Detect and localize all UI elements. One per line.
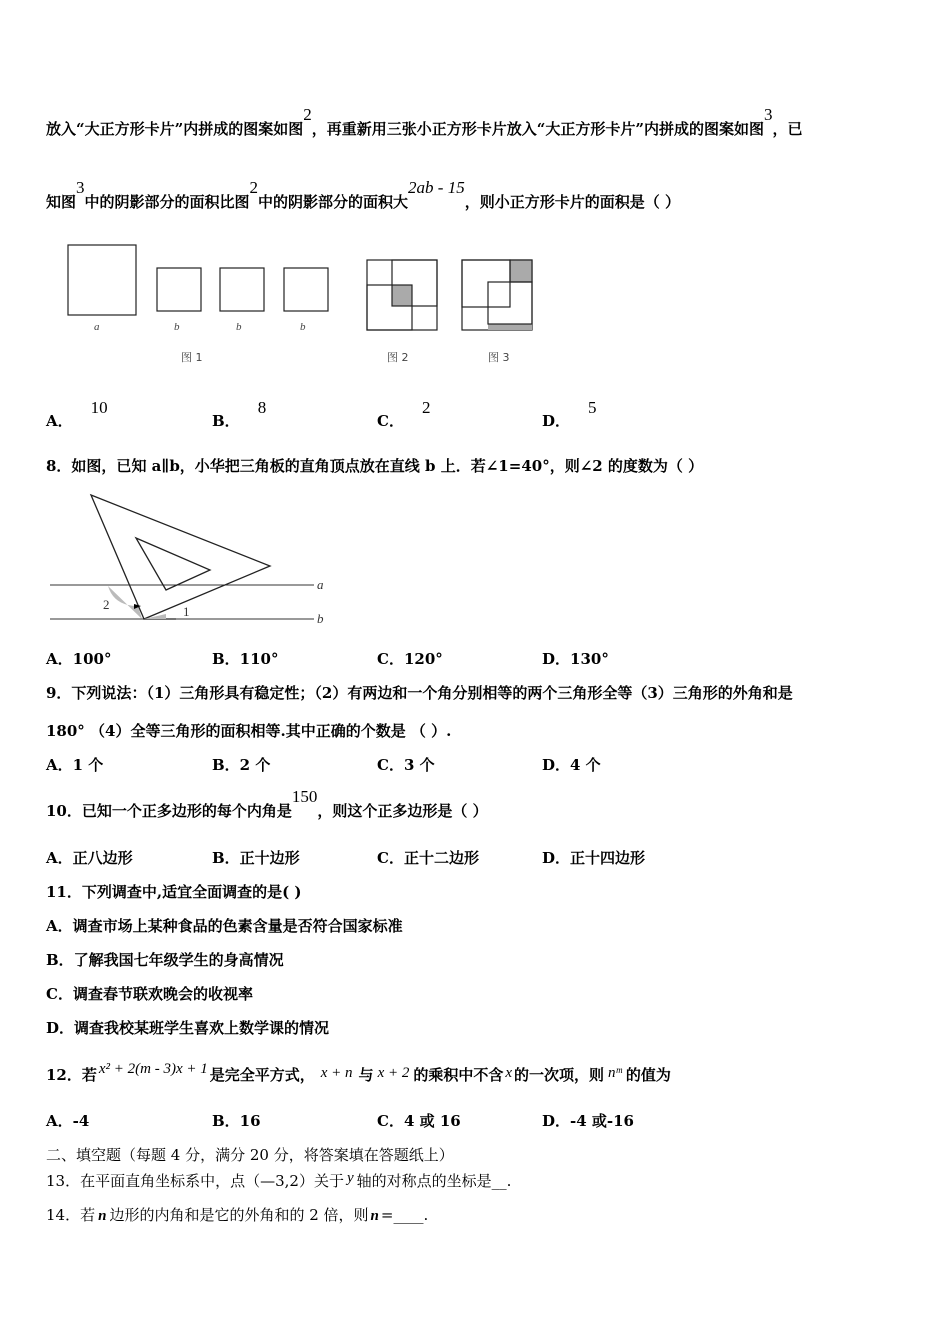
q7-text: 中的阴影部分的面积大: [258, 193, 409, 211]
caption-a: a: [94, 321, 100, 333]
q8-option-c[interactable]: C．120°: [377, 650, 443, 668]
q9-option-b[interactable]: B．2 个: [212, 756, 271, 774]
fig3-square1: [462, 260, 510, 307]
option-value: 2: [421, 398, 431, 417]
q12-option-b[interactable]: B．16: [212, 1112, 261, 1130]
q7-option-a[interactable]: [46, 398, 108, 431]
q11-stem: 11．下列调查中,适宜全面调查的是( ): [46, 883, 302, 901]
q14-text: 边形的内角和是它的外角和的 2 倍，则: [109, 1206, 369, 1224]
option-letter: C．: [377, 412, 404, 430]
q7-line1: [46, 105, 803, 139]
q7-text: 中的阴影部分的面积比图: [84, 193, 250, 211]
q12-expression: x + n: [320, 1065, 353, 1081]
q13-text: 轴的对称点的坐标是__.: [356, 1172, 512, 1190]
q7-text: ，则小正方形卡片的面积是（ ）: [464, 193, 680, 211]
q9-line1: 9．下列说法：（1）三角形具有稳定性；（2）有两边和一个角分别相等的两个三角形全等（3）三角形的外角和是: [46, 684, 793, 702]
label-b: b: [317, 611, 324, 626]
q14-variable: n: [98, 1208, 107, 1224]
q12-text: 的值为: [625, 1066, 671, 1084]
q10-angle: 150: [291, 787, 318, 806]
q7-text: ，再重新用三张小正方形卡片放入“大正方形卡片”内拼成的图案如图: [311, 120, 765, 138]
q7-text: 知图: [46, 193, 77, 211]
q10-option-c[interactable]: C．正十二边形: [377, 849, 479, 867]
q12-text: 与: [358, 1066, 374, 1084]
q7-text: ，已: [772, 120, 803, 138]
q12-option-a[interactable]: A．-4: [46, 1112, 90, 1130]
q8-option-b[interactable]: B．110°: [212, 650, 279, 668]
q7-fig-ref: 3: [76, 178, 85, 197]
q7-line2: [46, 178, 680, 212]
q14-variable: n: [370, 1208, 379, 1224]
q8-figure: [46, 488, 346, 628]
q8-option-a[interactable]: A．100°: [46, 650, 112, 668]
q12-text: 是完全平方式，: [209, 1066, 315, 1084]
q7-fig-ref: 2: [303, 105, 312, 124]
q12-text: 的乘积中不含: [413, 1066, 504, 1084]
q7-text: 放入“大正方形卡片”内拼成的图案如图: [46, 120, 304, 138]
q12-text: 12．若: [46, 1066, 97, 1084]
q7-expression: 2ab - 15: [408, 178, 465, 197]
q11-option-d[interactable]: D．调查我校某班学生喜欢上数学课的情况: [46, 1019, 330, 1037]
fig3-label: 图 3: [488, 351, 510, 364]
option-value: 10: [90, 398, 108, 417]
q14-text: 14．若: [46, 1206, 96, 1224]
square-b2: [220, 268, 264, 311]
section-title: 二、填空题（每题 4 分，满分 20 分，将答案填在答题纸上）: [46, 1146, 454, 1164]
option-letter: A．: [46, 412, 73, 430]
q12-option-c[interactable]: C．4 或 16: [377, 1112, 461, 1130]
square-b1: [157, 268, 201, 311]
q7-option-c[interactable]: [377, 398, 431, 431]
q14-stem: [46, 1204, 428, 1225]
q8-stem: 8．如图，已知 a∥b，小华把三角板的直角顶点放在直线 b 上．若∠1=40°，则∠2 的度数为（ ）: [46, 457, 704, 475]
q12-expression: x² + 2(m - 3)x + 1: [98, 1061, 208, 1077]
q10-option-d[interactable]: D．正十四边形: [542, 849, 646, 867]
q13-variable: y: [346, 1170, 354, 1186]
q7-option-b[interactable]: [212, 398, 267, 431]
label-1: 1: [183, 604, 190, 619]
q13-text: 13．在平面直角坐标系中，点（—3,2）关于: [46, 1172, 344, 1190]
q10-text: ，则这个正多边形是（ ）: [317, 802, 488, 820]
caption-b3: b: [300, 321, 306, 333]
q9-line2: 180° （4）全等三角形的面积相等.其中正确的个数是 （ ）.: [46, 722, 452, 740]
square-a: [68, 245, 136, 315]
q12-text: 的一次项，则: [514, 1066, 605, 1084]
q12-expression: x + 2: [377, 1065, 410, 1081]
q7-fig-ref: 3: [764, 105, 773, 124]
option-value: 8: [257, 398, 267, 417]
q7-fig-ref: 2: [249, 178, 259, 197]
caption-b2: b: [236, 321, 242, 333]
label-2: 2: [103, 597, 110, 612]
fig3-shade-top: [510, 260, 532, 282]
q8-option-d[interactable]: D．130°: [542, 650, 609, 668]
q11-option-c[interactable]: C．调查春节联欢晚会的收视率: [46, 985, 253, 1003]
q10-text: 10．已知一个正多边形的每个内角是: [46, 802, 292, 820]
q14-text: =____.: [380, 1206, 429, 1224]
q12-option-d[interactable]: D．-4 或-16: [542, 1112, 634, 1130]
option-letter: B．: [212, 412, 240, 430]
q9-option-a[interactable]: A．1 个: [46, 756, 104, 774]
q9-option-c[interactable]: C．3 个: [377, 756, 435, 774]
fig2-shade: [392, 285, 412, 306]
q12-expression: x: [505, 1065, 513, 1081]
q12-expression: nᵐ: [608, 1065, 622, 1081]
q9-option-d[interactable]: D．4 个: [542, 756, 601, 774]
option-letter: D．: [542, 412, 571, 430]
q13-stem: [46, 1170, 511, 1191]
caption-b1: b: [174, 321, 180, 333]
q10-option-a[interactable]: A．正八边形: [46, 849, 133, 867]
q10-option-b[interactable]: B．正十边形: [212, 849, 300, 867]
fig3-shade-bottom: [488, 324, 532, 330]
q12-stem: [46, 1061, 671, 1085]
q11-option-a[interactable]: A．调查市场上某种食品的色素含量是否符合国家标准: [46, 917, 403, 935]
q10-stem: [46, 787, 488, 821]
fig2-label: 图 2: [387, 351, 409, 364]
label-a: a: [317, 577, 324, 592]
fig1-label: 图 1: [181, 351, 203, 364]
q7-option-d[interactable]: [542, 398, 597, 431]
q11-option-b[interactable]: B．了解我国七年级学生的身高情况: [46, 951, 284, 969]
triangle-inner: [136, 538, 210, 590]
square-b3: [284, 268, 328, 311]
option-value: 5: [588, 398, 597, 417]
